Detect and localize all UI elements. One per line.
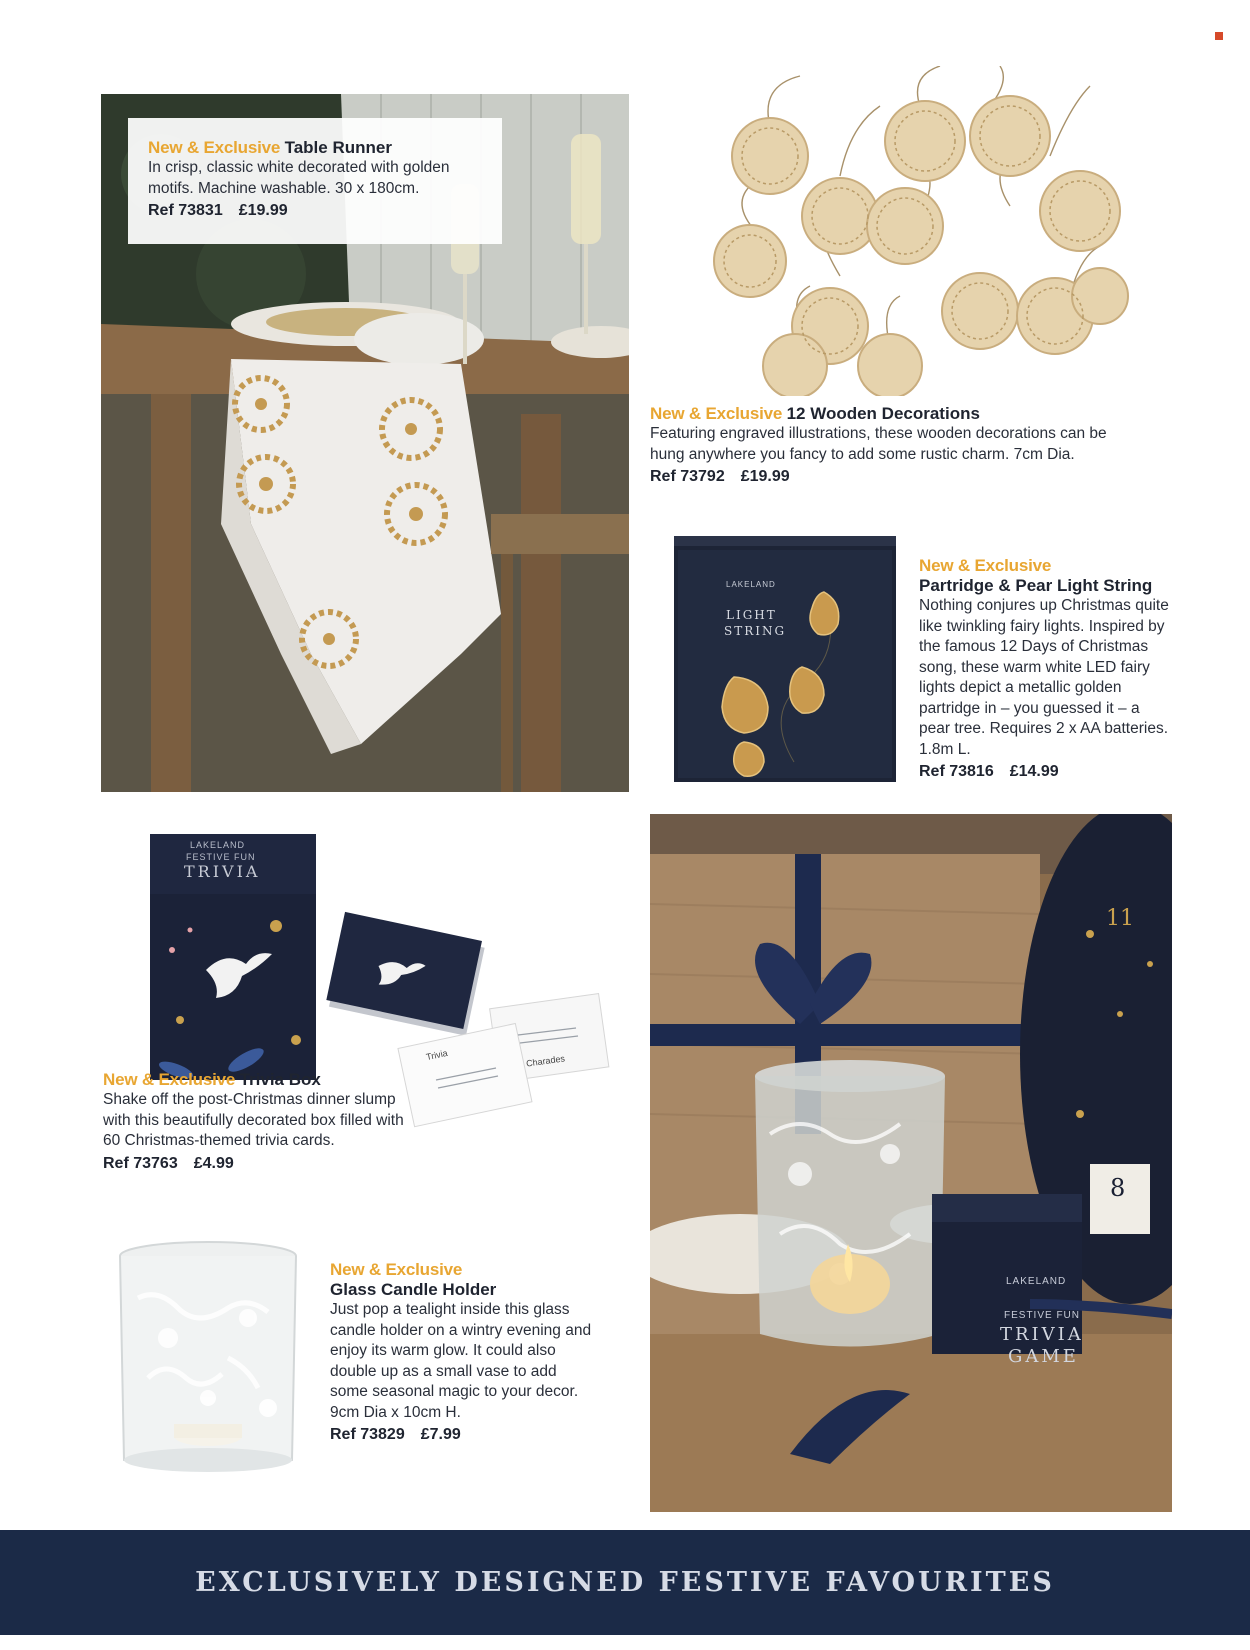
candle-holder-tag: New & Exclusive (330, 1260, 463, 1279)
table-runner-tag: New & Exclusive (148, 138, 281, 157)
wooden-decorations-description: Featuring engraved illustrations, these wooden decorations can be hung anywhere you fancy to add some rustic charm. 7cm Dia. (650, 425, 1107, 463)
candle-holder-name: Glass Candle Holder (330, 1280, 497, 1299)
lifestyle-photo (650, 814, 1172, 1512)
candle-holder-photo (108, 1238, 308, 1478)
trivia-box-description: Shake off the post-Christmas dinner slump with this beautifully decorated box filled with 60 Christmas-themed trivia cards. (103, 1091, 404, 1149)
lifestyle-trivia-line-1: FESTIVE FUN (1004, 1310, 1081, 1321)
wooden-decorations-tag: New & Exclusive (650, 404, 783, 423)
light-string-ref-number: Ref 73816 (919, 763, 994, 780)
candle-holder-info (330, 1260, 630, 1444)
light-string-ref (919, 763, 1169, 781)
wooden-decorations-name: 12 Wooden Decorations (786, 404, 980, 423)
table-runner-info (128, 118, 502, 244)
trivia-box-brand: LAKELAND (190, 840, 246, 850)
banner-text: EXCLUSIVELY DESIGNED FESTIVE FAVOURITES (195, 1567, 1055, 1598)
light-string-photo (674, 532, 896, 786)
lifestyle-trivia-line-3: GAME (1008, 1346, 1079, 1367)
wooden-decorations-photo (690, 66, 1130, 396)
trivia-card-label-1: Trivia (425, 1047, 449, 1063)
trivia-card-label-2: Charades (525, 1053, 566, 1069)
light-string-description: Nothing conjures up Christmas quite like twinkling fairy lights. Inspired by the famous 12 Days of Christmas song, these warm white LED fairy lights depict a metallic golden partridge in – you guessed it – a pear tree. Requires 2 x AA batteries. 1.8m L. (919, 597, 1169, 758)
wooden-decorations-ref-number: Ref 73792 (650, 468, 725, 485)
candle-holder-ref (330, 1426, 630, 1444)
trivia-box-name: Trivia Box (239, 1070, 321, 1089)
table-runner-ref (148, 202, 502, 220)
advent-number-11: 11 (1106, 906, 1134, 931)
light-box-line-1: LIGHT (726, 608, 777, 622)
lifestyle-trivia-brand: LAKELAND (1006, 1276, 1067, 1287)
trivia-box-tag: New & Exclusive (103, 1070, 236, 1089)
corner-mark-icon (1215, 32, 1223, 40)
advent-number-8: 8 (1110, 1174, 1126, 1202)
trivia-box-line-2: TRIVIA (184, 862, 261, 881)
table-runner-name: Table Runner (284, 138, 392, 157)
light-string-name: Partridge & Pear Light String (919, 576, 1153, 595)
trivia-box-price: £4.99 (193, 1154, 234, 1172)
candle-holder-description: Just pop a tealight inside this glass candle holder on a wintry evening and enjoy its warm glow. It could also double up as a small vase to add some seasonal magic to your decor. 9cm Dia x 10cm H. (330, 1301, 592, 1421)
light-string-tag: New & Exclusive (919, 556, 1052, 575)
wooden-decorations-info (650, 404, 1130, 486)
light-string-info (919, 556, 1169, 781)
candle-holder-ref-number: Ref 73829 (330, 1426, 405, 1443)
trivia-box-line-1: FESTIVE FUN (186, 852, 256, 862)
light-box-line-2: STRING (724, 624, 787, 638)
trivia-box-info (103, 1070, 433, 1173)
light-box-brand: LAKELAND (726, 580, 776, 589)
trivia-box-ref-number: Ref 73763 (103, 1154, 178, 1172)
wooden-decorations-ref (650, 468, 1130, 486)
table-runner-description: In crisp, classic white decorated with golden motifs. Machine washable. 30 x 180cm. (148, 159, 450, 197)
table-runner-price: £19.99 (238, 202, 288, 219)
light-string-price: £14.99 (1009, 763, 1059, 780)
table-runner-ref-number: Ref 73831 (148, 202, 223, 219)
wooden-decorations-price: £19.99 (740, 468, 790, 485)
lifestyle-trivia-line-2: TRIVIA (1000, 1324, 1084, 1345)
footer-banner (0, 1530, 1250, 1635)
trivia-box-ref (103, 1155, 433, 1173)
candle-holder-price: £7.99 (420, 1426, 461, 1443)
